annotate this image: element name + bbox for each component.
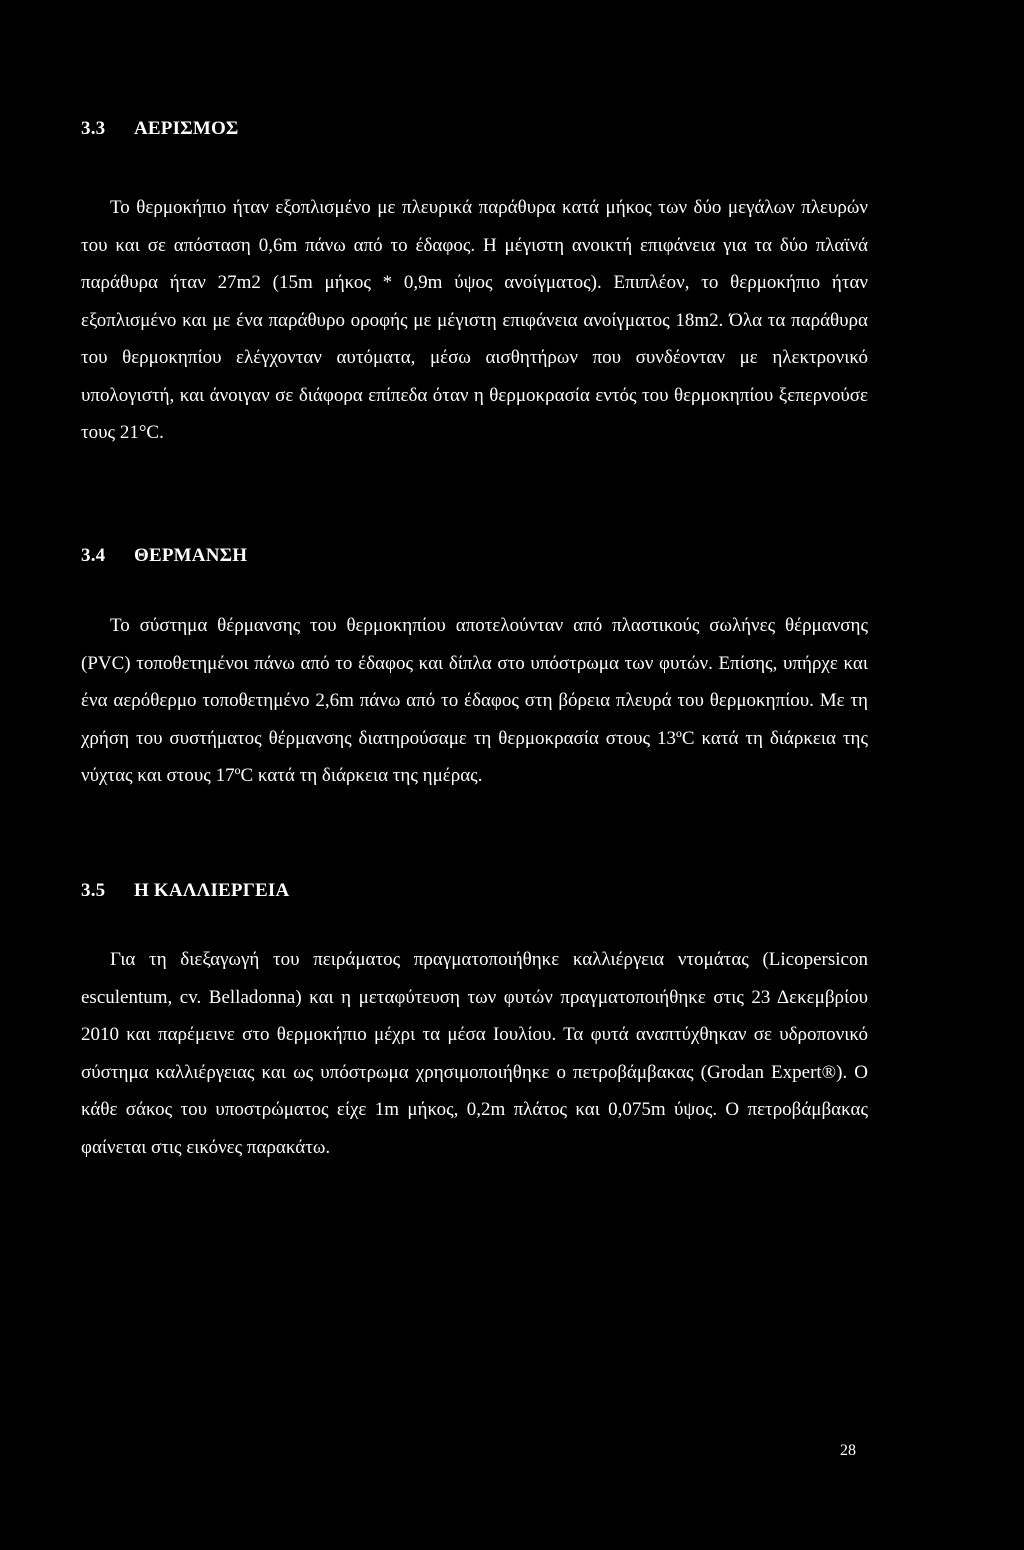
- section-title: ΑΕΡΙΣΜΟΣ: [134, 118, 239, 139]
- section-number: 3.4: [81, 545, 106, 566]
- paragraph-text: Το σύστημα θέρμανσης του θερμοκηπίου αποτελούνταν από πλαστικούς σωλήνες θέρμανσης (PVC) τοποθετημένοι πάνω από το έδαφος και δίπλα στο υπόστρωμα των φυτών. Επίσης, υπήρχε και ένα αερόθερμο τοποθετημένο 2,6m πάνω από το έδαφος στη βόρεια πλευρά του θερμοκηπίου. Με τη χρήση του συστήματος θέρμανσης διατηρούσαμε τη θερμοκρασία στους 13ºC κατά τη διάρκεια της νύχτας και στους 17ºC κατά τη διάρκεια της ημέρας.: [81, 615, 868, 786]
- section-paragraph-cultivation: [81, 941, 868, 1166]
- section-title: ΘΕΡΜΑΝΣΗ: [134, 545, 248, 566]
- section-number: 3.5: [81, 880, 106, 901]
- paragraph-text: Το θερμοκήπιο ήταν εξοπλισμένο με πλευρικά παράθυρα κατά μήκος των δύο μεγάλων πλευρών του και σε απόσταση 0,6m πάνω από το έδαφος. Η μέγιστη ανοικτή επιφάνεια για τα δύο πλαϊνά παράθυρα ήταν 27m2 (15m μήκος * 0,9m ύψος ανοίγματος). Επιπλέον, το θερμοκήπιο ήταν εξοπλισμένο και με ένα παράθυρο οροφής με μέγιστη επιφάνεια ανοίγματος 18m2. Όλα τα παράθυρα του θερμοκηπίου ελέγχονταν αυτόματα, μέσω αισθητήρων που συνδέονταν με ηλεκτρονικό υπολογιστή, και άνοιγαν σε διάφορα επίπεδα όταν η θερμοκρασία εντός του θερμοκηπίου ξεπερνούσε τους 21°C.: [81, 197, 868, 443]
- section-heading-ventilation: [81, 118, 239, 140]
- section-number: 3.3: [81, 118, 106, 139]
- section-title: Η ΚΑΛΛΙΕΡΓΕΙΑ: [134, 880, 290, 901]
- section-paragraph-heating: [81, 607, 868, 795]
- section-heading-cultivation: [81, 880, 289, 902]
- section-heading-heating: [81, 545, 247, 567]
- page-number: 28: [840, 1442, 856, 1459]
- section-paragraph-ventilation: [81, 189, 868, 452]
- paragraph-text: Για τη διεξαγωγή του πειράματος πραγματοποιήθηκε καλλιέργεια ντομάτας (Licopersicon esculentum, cv. Belladonna) και η μεταφύτευση των φυτών πραγματοποιήθηκε στις 23 Δεκεμβρίου 2010 και παρέμεινε στο θερμοκήπιο μέχρι τα μέσα Ιουλίου. Τα φυτά αναπτύχθηκαν σε υδροπονικό σύστημα καλλιέργειας και ως υπόστρωμα χρησιμοποιήθηκε ο πετροβάμβακας (Grodan Expert®). Ο κάθε σάκος του υποστρώματος είχε 1m μήκος, 0,2m πλάτος και 0,075m ύψος. Ο πετροβάμβακας φαίνεται στις εικόνες παρακάτω.: [81, 949, 868, 1158]
